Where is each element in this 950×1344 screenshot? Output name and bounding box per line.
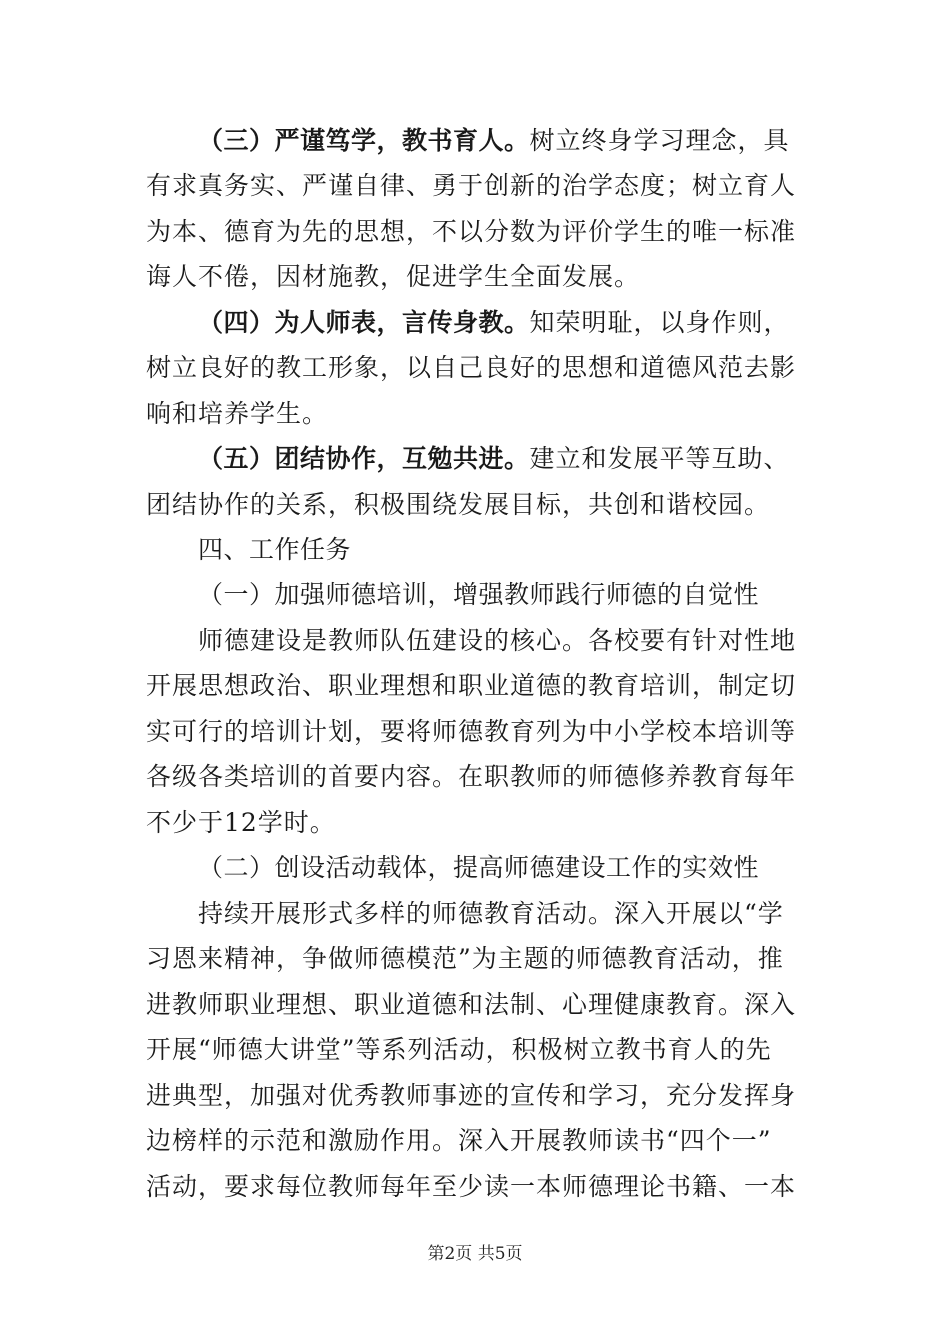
paragraph-line: 开展思想政治、职业理想和职业道德的教育培训，制定切 [146, 671, 797, 700]
paragraph-line [198, 126, 790, 156]
paragraph-line [198, 308, 790, 338]
paragraph-line: 树立良好的教工形象，以自己良好的思想和道德风范去影 [146, 353, 797, 382]
paragraph-text: 建立和发展平等互助、 [529, 444, 790, 473]
subsection-title: （一）加强师德培训，增强教师践行师德的自觉性 [198, 580, 760, 609]
paragraph-line: 师德建设是教师队伍建设的核心。各校要有针对性地 [198, 626, 797, 655]
paragraph-line: 各级各类培训的首要内容。在职教师的师德修养教育每年 [146, 762, 797, 791]
page-number-footer: 第2页 共5页 [427, 1244, 523, 1264]
paragraph-line: 进教师职业理想、职业道德和法制、心理健康教育。深入 [146, 990, 797, 1019]
paragraph-line: 为本、德育为先的思想，不以分数为评价学生的唯一标准 [146, 217, 797, 246]
paragraph-bold-lead: （三）严谨笃学，教书育人。 [198, 126, 530, 155]
paragraph-bold-lead: （四）为人师表，言传身教。 [198, 308, 530, 337]
paragraph-line: 边榜样的示范和激励作用。深入开展教师读书“四个一” [146, 1126, 772, 1155]
paragraph-line: 不少于12学时。 [146, 808, 336, 837]
paragraph-bold-lead: （五）团结协作，互勉共进。 [198, 444, 530, 473]
paragraph-line: 活动，要求每位教师每年至少读一本师德理论书籍、一本 [146, 1172, 797, 1201]
paragraph-line: 有求真务实、严谨自律、勇于创新的治学态度；树立育人 [146, 171, 797, 200]
paragraph-line: 进典型，加强对优秀教师事迹的宣传和学习，充分发挥身 [146, 1081, 797, 1110]
section-heading: 四、工作任务 [198, 535, 352, 564]
subsection-title: （二）创设活动载体，提高师德建设工作的实效性 [198, 853, 760, 882]
paragraph-text: 知荣明耻，以身作则， [529, 308, 790, 337]
paragraph-line: 诲人不倦，因材施教，促进学生全面发展。 [146, 262, 641, 291]
paragraph-text: 树立终身学习理念，具 [529, 126, 790, 155]
paragraph-line: 实可行的培训计划，要将师德教育列为中小学校本培训等 [146, 717, 797, 746]
paragraph-line: 团结协作的关系，积极围绕发展目标，共创和谐校园。 [146, 490, 771, 519]
paragraph-line: 习恩来精神，争做师德模范”为主题的师德教育活动，推 [146, 944, 784, 973]
paragraph-line: 开展“师德大讲堂”等系列活动，积极树立教书育人的先 [146, 1035, 772, 1064]
paragraph-line: 响和培养学生。 [146, 399, 329, 428]
paragraph-line [198, 444, 790, 474]
paragraph-line: 持续开展形式多样的师德教育活动。深入开展以“学 [198, 899, 784, 928]
